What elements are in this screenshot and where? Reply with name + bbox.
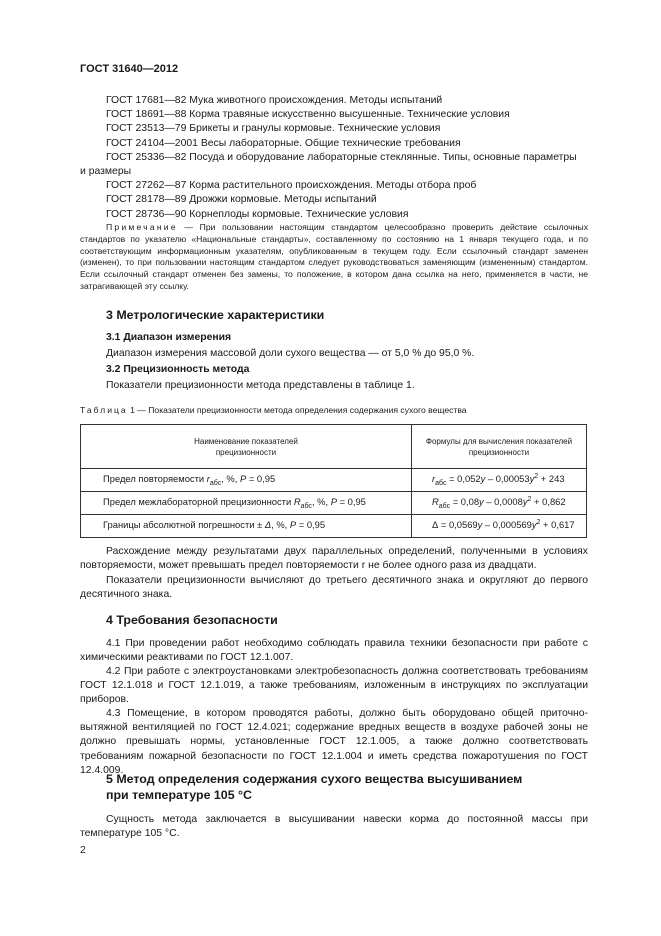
reference-title: Брикеты и гранулы кормовые. Технические условия — [189, 123, 441, 135]
reference-code: ГОСТ 23513—79 — [106, 123, 187, 135]
reference-title: Дрожжи кормовые. Методы испытаний — [189, 194, 377, 206]
reference-code: ГОСТ 25336—82 — [106, 151, 187, 163]
reference-title: Весы лабораторные. Общие технические требования — [200, 137, 461, 149]
reference-title: Посуда и оборудование лабораторные стеклянные. Типы, основные параметры — [189, 151, 577, 163]
reference-code: ГОСТ 27262—87 — [106, 180, 187, 192]
reference-title: Корнеплоды кормовые. Технические условия — [189, 208, 409, 220]
section-3-2-title: 3.2 Прецизионность метода — [106, 364, 250, 375]
table-header-row — [81, 425, 587, 469]
table-1-caption — [80, 405, 467, 415]
normative-references-list — [80, 94, 588, 222]
paragraph-4-1: 4.1 При проведении работ необходимо соблюдать правила техники безопасности при работе с химическими реактивами по ГОСТ 12.1.007. — [80, 638, 588, 664]
formula-cell: $R_{абс} = 0,08y - 0,0008y^2 + 0,862$ — [412, 492, 587, 515]
document-header-code: ГОСТ 31640—2012 — [80, 63, 179, 75]
reference-code: ГОСТ 18691—88 — [106, 109, 187, 121]
section-3-1-text: Диапазон измерения массовой доли сухого вещества — от 5,0 % до 95,0 %. — [106, 348, 475, 359]
reference-item — [80, 208, 588, 222]
reference-item — [80, 94, 588, 108]
note-label: Примечание — [106, 222, 178, 232]
indicator-cell: Предел повторяемости $r_{абс}$, %, P = 0,95 — [81, 469, 412, 492]
reference-item — [80, 137, 588, 151]
reference-code: ГОСТ 28736—90 — [106, 208, 187, 220]
table-header-formula: Формулы для вычисления показателей прецизионности — [412, 425, 587, 469]
reference-item — [80, 151, 588, 165]
table-caption-label: Таблица — [80, 405, 128, 415]
reference-code: ГОСТ 17681—82 — [106, 95, 187, 106]
section-3-title: 3 Метрологические характеристики — [106, 308, 325, 322]
section-3-1-title: 3.1 Диапазон измерения — [106, 332, 232, 343]
formula-cell: $r_{абс} = 0,052y - 0,00053y^2 + 243$ — [412, 469, 587, 492]
reference-title: Корма травяные искусственно высушенные. Технические условия — [189, 109, 510, 121]
reference-item — [80, 179, 588, 193]
paragraph-4-2: 4.2 При работе с электроустановками электробезопасность должна соответствовать требованиям ГОСТ 12.1.018 и ГОСТ 12.1.019, а также требованиям, изложенным в инструкциях по эксплуатации приборов. — [80, 666, 588, 706]
table-caption-text: 1 — Показатели прецизионности метода определения содержания сухого вещества — [127, 405, 467, 415]
page-number: 2 — [80, 845, 86, 856]
table-row — [81, 492, 587, 515]
reference-item — [80, 193, 588, 207]
reference-title: Мука животного происхождения. Методы испытаний — [189, 95, 443, 106]
rounding-paragraph: Показатели прецизионности вычисляют до третьего десятичного знака и округляют до первого десятичного знака. — [80, 575, 588, 601]
references-note — [80, 222, 588, 293]
reference-item — [80, 108, 588, 122]
section-5-paragraph: Сущность метода заключается в высушивании навески корма до постоянной массы при температуре 105 °С. — [80, 814, 588, 840]
reference-title: Корма растительного происхождения. Методы отбора проб — [189, 180, 477, 192]
reference-item — [80, 122, 588, 136]
table-row — [81, 469, 587, 492]
reference-item-continuation: и размеры — [80, 166, 132, 178]
reference-code: ГОСТ 24104—2001 — [106, 137, 198, 149]
section-5-title-line2: при температуре 105 °С — [106, 788, 252, 802]
section-4-title: 4 Требования безопасности — [106, 613, 278, 627]
indicator-cell: Предел межлабораторной прецизионности $R_{абс}$, %, P = 0,95 — [81, 492, 412, 515]
indicator-cell: Границы абсолютной погрешности ± Δ, %, P = 0,95 — [81, 515, 412, 538]
table-row — [81, 515, 587, 538]
section-5-title-line1: 5 Метод определения содержания сухого вещества высушиванием — [106, 772, 523, 786]
reference-code: ГОСТ 28178—89 — [106, 194, 187, 206]
section-3-2-text: Показатели прецизионности метода представлены в таблице 1. — [106, 380, 415, 391]
paragraph-4-3: 4.3 Помещение, в котором проводятся работы, должно быть оборудовано общей приточно-вытяжной вентиляцией по ГОСТ 12.4.021; содержание вредных веществ в воздухе рабочей зоны не должно превышать нормы, установленные ГОСТ 12.1.005, а также должно соответствовать требованиям пожарной безопасности по ГОСТ 12.1.004 и иметь средства пожаротушения по ГОСТ 12.4.009. — [80, 708, 588, 776]
precision-table — [80, 424, 587, 538]
formula-cell: $\Delta = 0,0569y - 0,000569y^2 + 0,617$ — [412, 515, 587, 538]
note-text: — При пользовании настоящим стандартом целесообразно проверить действие ссылочных стандартов по указателю «Национальные стандарты», составленному по состоянию на 1 января текущего года, и по соответствующим информационным указателям, опубликованным в текущем году. Если ссылочный стандарт заменен (изменен), то при пользовании настоящим стандартом следует руководствоваться заменяющим (измененным) стандартом. Если ссылочный стандарт отменен без замены, то положение, в котором дана ссылка на него, применяется в части, не затрагивающей эту ссылку. — [80, 222, 588, 291]
table-header-indicator: Наименование показателей прецизионности — [81, 425, 412, 469]
repeatability-paragraph: Расхождение между результатами двух параллельных определений, полученными в условиях повторяемости, может превышать предел повторяемости r не более одного раза из двадцати. — [80, 546, 588, 572]
